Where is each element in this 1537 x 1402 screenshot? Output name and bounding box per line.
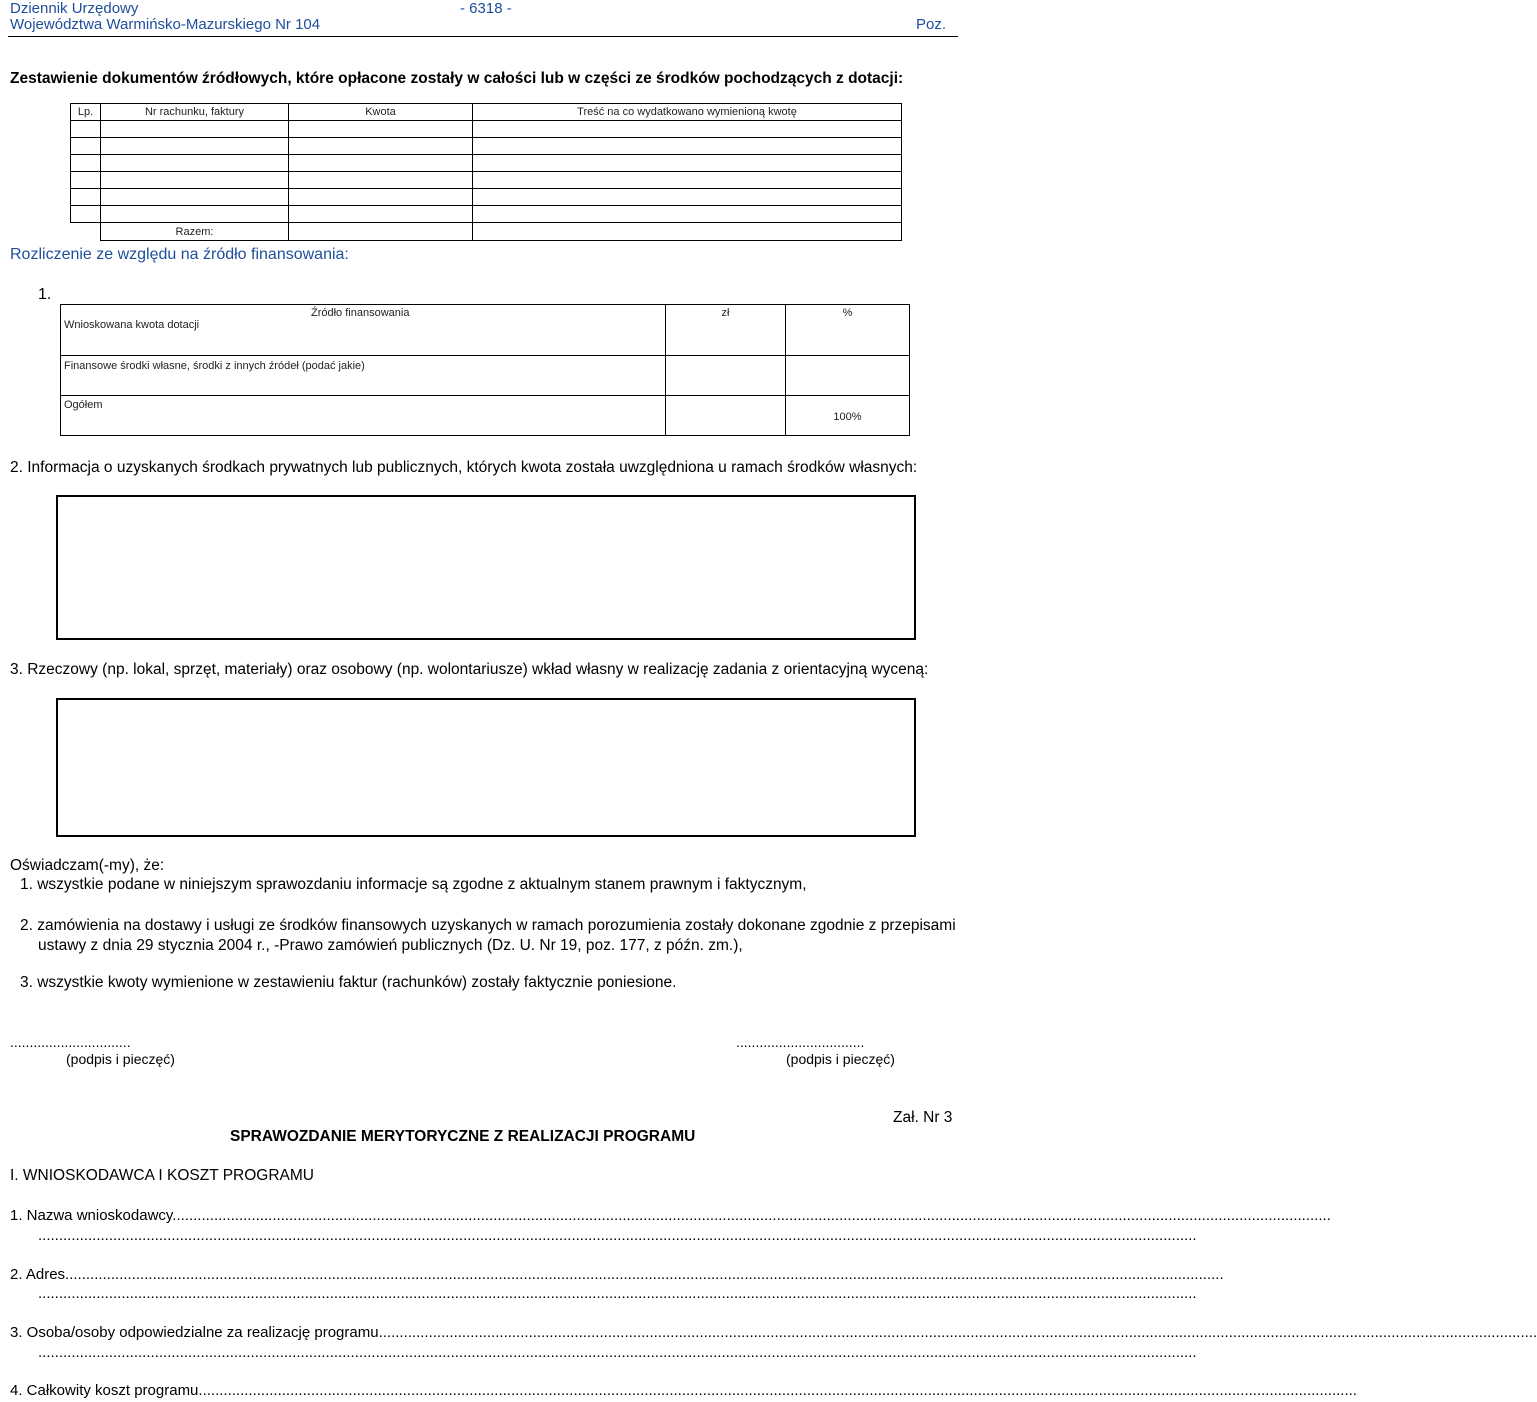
header-rule [8,36,958,37]
signature-right-label: (podpis i pieczęć) [786,1051,895,1067]
requested-grant-label: Wnioskowana kwota dotacji [64,319,200,331]
own-funds-zl[interactable] [666,356,786,396]
field-applicant-name-continuation[interactable]: ...................................................................................................................................................................................................................................................................................... [38,1227,1197,1244]
own-funds-percent[interactable] [786,356,910,396]
financing-row [61,356,910,396]
contribution-box[interactable] [56,698,916,837]
total-funds-zl[interactable] [666,396,786,436]
financing-table [60,304,910,436]
total-amount[interactable] [289,223,473,241]
source-header: Źródło finansowania [311,307,410,319]
table-row[interactable] [71,189,902,206]
field-responsible-persons-continuation[interactable]: ...................................................................................................................................................................................................................................................................................... [38,1344,1197,1361]
info-text: 2. Informacja o uzyskanych środkach prywatnych lub publicznych, których kwota została uwzględniona u ramach środków własnych: [10,459,918,476]
financing-item-number: 1. [38,286,52,303]
documents-header-row [71,104,902,121]
field-total-cost-label: 4. Całkowity koszt programu [10,1382,199,1399]
total-funds-label: Ogółem [61,396,666,436]
signature-left-label: (podpis i pieczęć) [66,1051,175,1067]
table-row[interactable] [71,206,902,223]
total-description[interactable] [473,223,902,241]
voivodeship-title: Województwa Warmińsko-Mazurskiego Nr 104 [10,16,321,33]
journal-title: Dziennik Urzędowy [10,0,139,17]
field-responsible-persons[interactable]: 3. Osoba/osoby odpowiedzialne za realizację programu...................................................................................................................................................................................................................................................................................... [10,1324,1537,1341]
field-address-label: 2. Adres [10,1266,66,1283]
declaration-item-3: 3. wszystkie kwoty wymienione w zestawieniu faktur (rachunków) zostały faktycznie poniesione. [20,974,677,991]
documents-table [70,103,902,241]
contribution-text: 3. Rzeczowy (np. lokal, sprzęt, materiały) oraz osobowy (np. wolontariusze) wkład własny w realizację zadania z orientacyjną wyceną: [10,661,929,678]
zl-header: zł [666,305,786,356]
table-row[interactable] [71,138,902,155]
financing-row [61,305,910,356]
report-title: SPRAWOZDANIE MERYTORYCZNE Z REALIZACJI PROGRAMU [230,1128,696,1145]
position-label: Poz. [916,16,947,33]
field-responsible-persons-label: 3. Osoba/osoby odpowiedzialne za realizację programu [10,1324,379,1341]
col-invoice: Nr rachunku, faktury [101,104,289,121]
field-address[interactable]: 2. Adres...................................................................................................................................................................................................................................................................................... [10,1266,1224,1283]
col-lp: Lp. [71,104,101,121]
signature-left-dots: ............................... [10,1034,131,1050]
signature-right-dots: ................................. [736,1034,865,1050]
documents-title: Zestawienie dokumentów źródłowych, które opłacone zostały w całości lub w części ze środków pochodzących z dotacji: [10,70,904,87]
own-funds-label: Finansowe środki własne, środki z innych źródeł (podać jakie) [61,356,666,396]
declaration-title: Oświadczam(-my), że: [10,857,165,874]
total-row [71,223,902,241]
col-description: Treść na co wydatkowano wymienioną kwotę [473,104,902,121]
table-row[interactable] [71,155,902,172]
table-row[interactable] [71,121,902,138]
report-section-title: I. WNIOSKODAWCA I KOSZT PROGRAMU [10,1167,314,1184]
field-applicant-name-label: 1. Nazwa wnioskodawcy [10,1207,173,1224]
info-box[interactable] [56,495,916,640]
financing-title: Rozliczenie ze względu na źródło finansowania: [10,246,349,263]
financing-row [61,396,910,436]
declaration-item-2: 2. zamówienia na dostawy i usługi ze środków finansowych uzyskanych w ramach porozumienia zostały dokonane zgodnie z przepisami ustawy z dnia 29 stycznia 2004 r., -Prawo zamówień publicznych (Dz. U. Nr 19, poz. 177, z późn. zm.), [20,917,956,954]
declaration-item-1: 1. wszystkie podane w niniejszym sprawozdaniu informacje są zgodne z aktualnym stanem prawnym i faktycznym, [20,876,807,893]
page-number: - 6318 - [460,0,512,17]
table-row[interactable] [71,172,902,189]
attachment-label: Zał. Nr 3 [893,1109,953,1126]
field-applicant-name[interactable]: 1. Nazwa wnioskodawcy...................................................................................................................................................................................................................................................................................... [10,1207,1331,1224]
field-address-continuation[interactable]: ...................................................................................................................................................................................................................................................................................... [38,1285,1197,1302]
total-percent: 100% [786,396,910,436]
field-total-cost[interactable]: 4. Całkowity koszt programu...................................................................................................................................................................................................................................................................................... [10,1382,1357,1399]
percent-header: % [786,305,910,356]
total-label: Razem: [101,223,289,241]
col-amount: Kwota [289,104,473,121]
